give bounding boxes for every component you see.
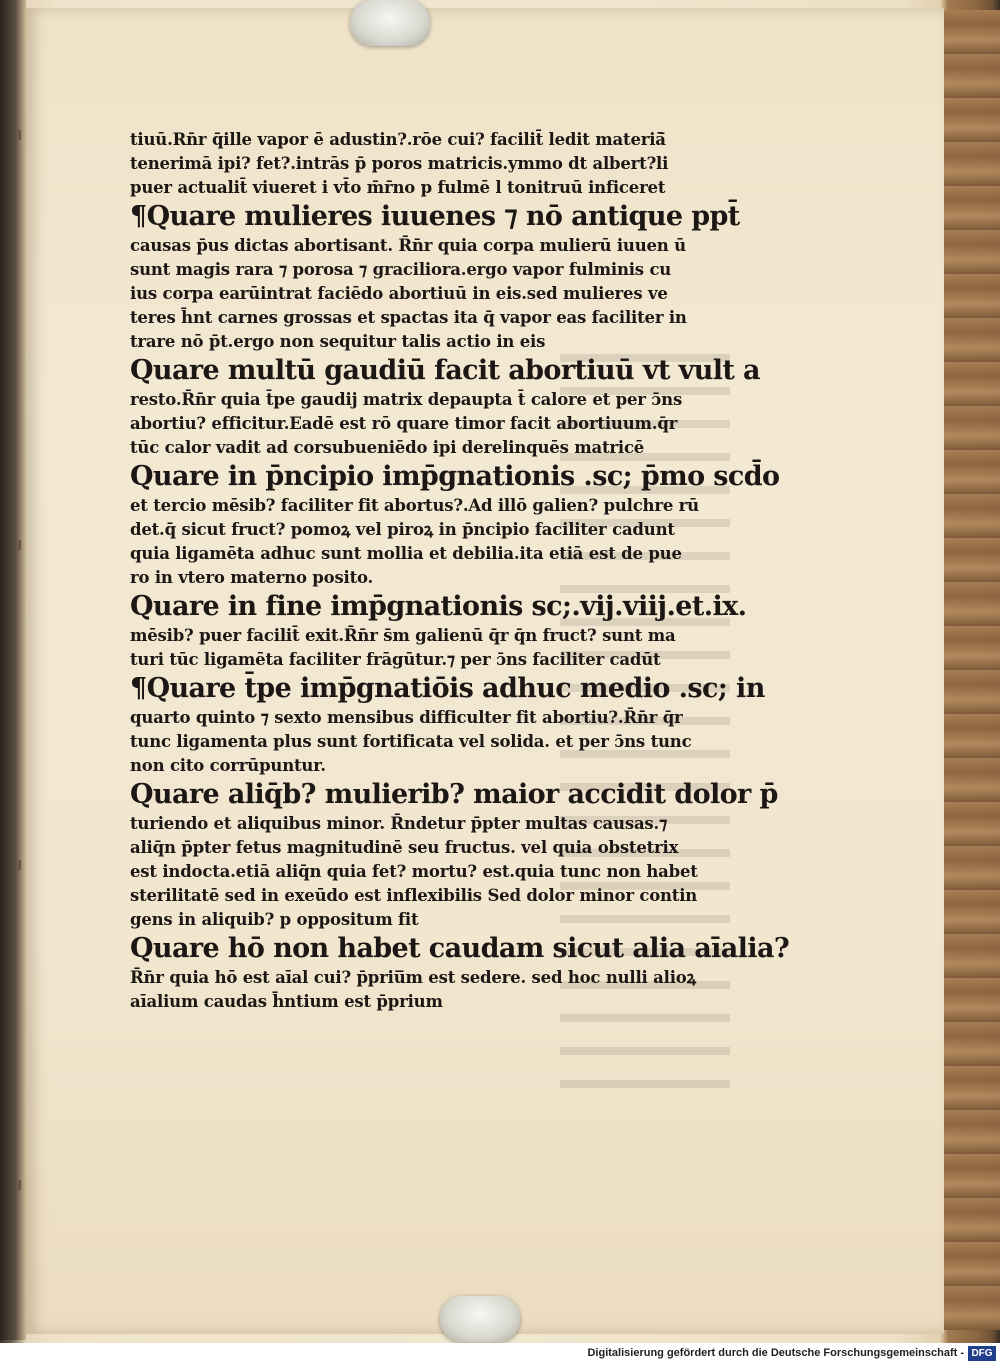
text-line: turiendo et aliquibus minor. R̄ndetur p̄pter multas causas.⁊ xyxy=(130,814,668,833)
book-gutter xyxy=(0,0,26,1340)
text-line: resto.R̄n̄r quia t̄pe gaudij matrix depaupta t̄ calore et per ɔ̄ns xyxy=(130,390,683,409)
question-heading: Quare in fine imp̄gnationis sc;.vij.viij.et.ix. xyxy=(130,591,747,622)
text-line: teres h̄nt carnes grossas et spactas ita q̄ vapor eas faciliter in xyxy=(130,308,687,327)
question-heading: Quare aliq̄b? mulierib? maior accidit dolor p̄ xyxy=(130,779,778,810)
text-line: aīalium caudas h̄ntium est p̄prium xyxy=(130,992,443,1011)
binding-stitch xyxy=(18,1180,21,1190)
text-line: quarto quinto ⁊ sexto mensibus difficulter fit abortiu?.R̄n̄r q̄r xyxy=(130,708,683,727)
footer-bar xyxy=(0,1343,1000,1365)
question-heading: Quare hō non habet caudam sicut alia aīalia? xyxy=(130,933,790,964)
binding-stitch xyxy=(18,860,21,870)
text-line: trare nō p̄t.ergo non sequitur talis actio in eis xyxy=(130,332,546,351)
book-edge xyxy=(944,10,1000,1330)
text-line: R̄n̄r quia hō est aīal cui? p̄priu̅m est sedere. sed hoc nulli alioꝝ xyxy=(130,968,696,987)
text-line: det.q̄ sicut fruct? pomoꝝ vel piroꝝ in p̄ncipio faciliter cadunt xyxy=(130,520,675,539)
text-line: aliq̄n p̄pter fetus magnitudinē seu fructus. vel quia obstetrix xyxy=(130,838,679,857)
binding-stitch xyxy=(18,540,21,550)
text-line: abortiu? efficitur.Eadē est rō quare timor facit abortiuum.q̄r xyxy=(130,414,678,433)
text-line: sterilitatē sed in exeūdo est inflexibilis Sed dolor minor contin xyxy=(130,886,698,905)
text-line: non cito corrūpuntur. xyxy=(130,756,326,775)
page-clip-bottom xyxy=(440,1296,520,1342)
question-heading: Quare in p̄ncipio imp̄gnationis .sc; p̄mo scd̄o xyxy=(130,461,780,492)
text-line: quia ligamēta adhuc sunt mollia et debilia.ita etiā est de pue xyxy=(130,544,682,563)
text-line: est indocta.etiā aliq̄n quia fet? mortu? est.quia tunc non habet xyxy=(130,862,698,881)
text-line: ius corpa earūintrat faciēdo abortiuū in eis.sed mulieres ve xyxy=(130,284,668,303)
footer-credit: Digitalisierung gefördert durch die Deutsche Forschungsgemeinschaft - xyxy=(587,1347,964,1359)
page-clip-top xyxy=(350,0,430,46)
text-line: gens in aliquib? p oppositum fit xyxy=(130,910,419,929)
text-line: mēsib? puer facilit̄ exit.R̄n̄r s̄m galienū q̄r q̄n fruct? sunt ma xyxy=(130,626,676,645)
text-line: tunc ligamenta plus sunt fortificata vel solida. et per ɔ̄ns tunc xyxy=(130,732,692,751)
page-text-block xyxy=(130,128,790,1014)
dfg-logo: DFG xyxy=(968,1346,996,1361)
text-line: puer actualit̄ viueret i vt̄o m̄r̄no p fulmē l tonitruū inficeret xyxy=(130,178,666,197)
text-line: causas p̄us dictas abortisant. R̄n̄r quia corpa mulierū iuuen ū xyxy=(130,236,686,255)
question-heading: ¶Quare mulieres iuuenes ⁊ nō antique ppt̄ xyxy=(130,201,740,232)
question-heading: ¶Quare t̄pe imp̄gnatiōis adhuc medio .sc; in xyxy=(130,673,765,704)
binding-stitch xyxy=(18,130,21,140)
text-line: tenerimā ipi? fet?.intrās p̄ poros matricis.ymmo dt albert?li xyxy=(130,154,669,173)
text-line: ro in vtero materno posito. xyxy=(130,568,374,587)
text-line: et tercio mēsib? faciliter fit abortus?.Ad illō galien? pulchre rū xyxy=(130,496,699,515)
text-line: tiuū.Rn̄r q̄ille vapor ē adustin?.rōe cui? facilit̄ ledit materiā̄ xyxy=(130,130,666,149)
question-heading: Quare multū gaudiū facit abortiuū vt vult a xyxy=(130,355,760,386)
text-line: sunt magis rara ⁊ porosa ⁊ graciliora.ergo vapor fulminis cu xyxy=(130,260,672,279)
text-line: tūc calor vadit ad corsubueniēdo ipi derelinquēs matricē xyxy=(130,438,645,457)
text-line: turi tūc ligamēta faciliter frāgūtur.⁊ per ɔ̄ns faciliter cadūt xyxy=(130,650,661,669)
